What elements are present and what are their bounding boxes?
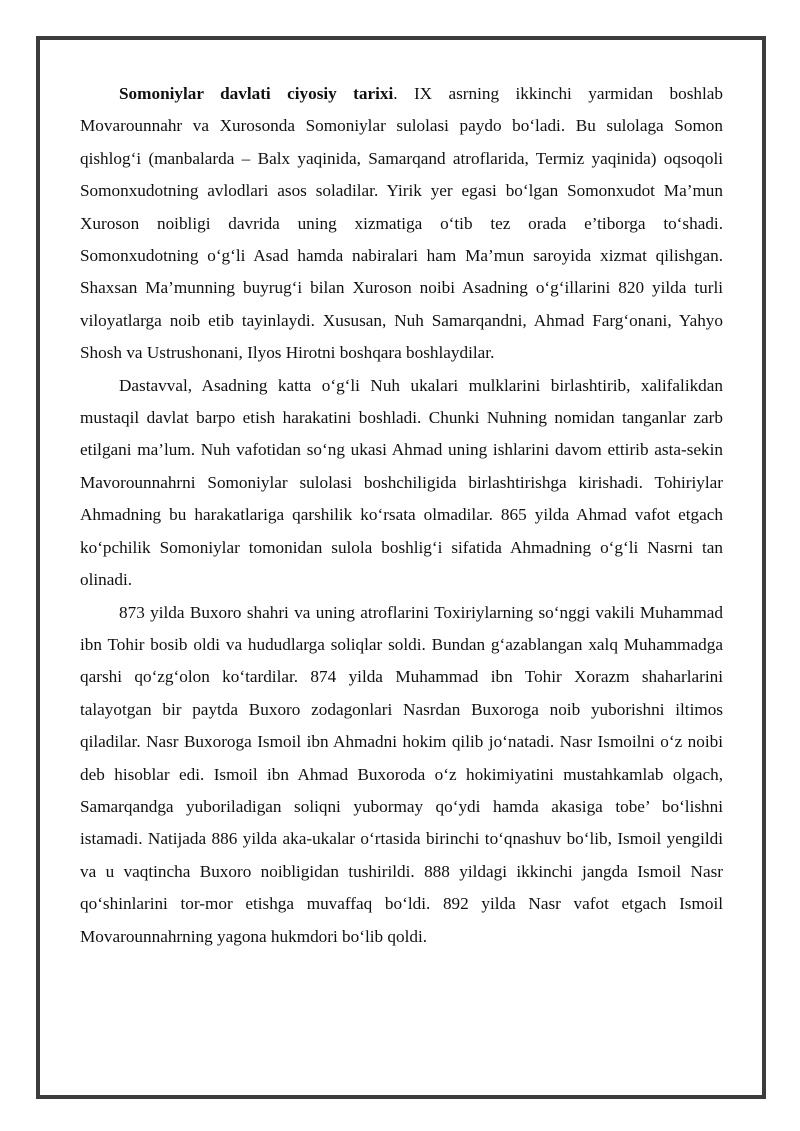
paragraph-2: Dastavval, Asadning katta o‘g‘li Nuh ukalari mulklarini birlashtirib, xalifalikdan mustaqil davlat barpo etish harakatini boshladi. Chunki Nuhning nomidan tanganlar zarb etilgani ma’lum. Nuh vafotidan so‘ng ukasi Ahmad uning ishlarini davom ettirib asta-sekin Mavorounnahrni Somoniylar sulolasi boshchiligida birlashtirishga kirishadi. Tohiriylar Ahmadning bu harakatlariga qarshilik ko‘rsata olmadilar. 865 yilda Ahmad vafot etgach ko‘pchilik Somoniylar tomonidan sulola boshlig‘i sifatida Ahmadning o‘g‘li Nasrni tan olinadi.: [80, 375, 723, 590]
page-border-frame: [36, 36, 766, 1099]
section-heading: Somoniylar davlati ciyosiy tarixi: [119, 84, 394, 103]
paragraph-1-text: . IX asrning ikkinchi yarmidan boshlab Movarounnahr va Xurosonda Somoniylar sulolasi paydo bo‘ladi. Bu sulolaga Somon qishlog‘i (manbalarda – Balx yaqinida, Samarqand atroflarida, Termiz yaqinida) oqsoqoli Somonxudotning avlodlari asos soladilar. Yirik yer egasi bo‘lgan Somonxudot Ma’mun Xuroson noibligi davrida uning xizmatiga o‘tib tez orada e’tiborga to‘shadi. Somonxudotning o‘g‘li Asad hamda nabiralari ham Ma’mun saroyida xizmat qilishgan. Shaxsan Ma’munning buyrug‘i bilan Xuroson noibi Asadning o‘g‘illarini 820 yilda turli viloyatlarga noib etib tayinlaydi. Xususan, Nuh Samarqandni, Ahmad Farg‘onani, Yahyo Shosh va Ustrushonani, Ilyos Hirotni boshqara boshlaydilar.: [80, 84, 723, 363]
document-body: [80, 78, 723, 953]
paragraph-1: [80, 78, 723, 370]
paragraph-3: 873 yilda Buxoro shahri va uning atroflarini Toxiriylarning so‘nggi vakili Muhammad ibn Tohir bosib oldi va hududlarga soliqlar soldi. Bundan g‘azablangan xalq Muhammadga qarshi qo‘zg‘olon ko‘tardilar. 874 yilda Muhammad ibn Tohir Xorazm shaharlarini talayotgan bir paytda Buxoro zodagonlari Nasrdan Buxoroga noib yuborishni iltimos qiladilar. Nasr Buxoroga Ismoil ibn Ahmadni hokim qilib jo‘natadi. Nasr Ismoilni o‘z noibi deb hisoblar edi. Ismoil ibn Ahmad Buxoroda o‘z hokimiyatini mustahkamlab olgach, Samarqandga yuboriladigan soliqni yubormay qo‘ydi hamda akasiga tobe’ bo‘lishni istamadi. Natijada 886 yilda aka-ukalar o‘rtasida birinchi to‘qnashuv bo‘lib, Ismoil yengildi va u vaqtincha Buxoro noibligidan tushirildi. 888 yildagi ikkinchi jangda Ismoil Nasr qo‘shinlarini tor-mor etishga muvaffaq bo‘ldi. 892 yilda Nasr vafot etgach Ismoil Movarounnahrning yagona hukmdori bo‘lib qoldi.: [80, 602, 723, 946]
